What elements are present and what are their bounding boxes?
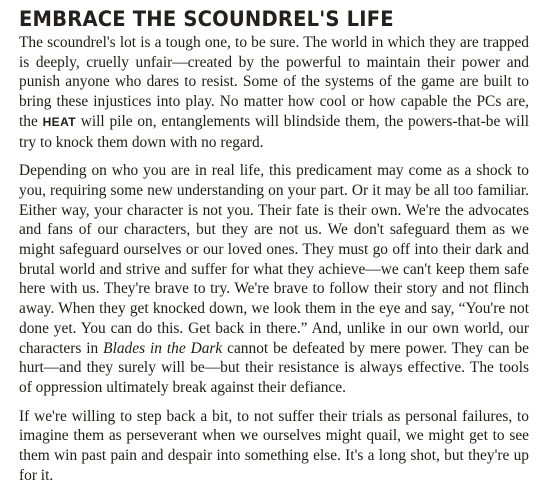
heat-term: HEAT [42,114,76,129]
paragraph-3: If we're willing to step back a bit, to not suffer their trials as personal failures, to imagine them as perseverant when we ourselves might quail, we might get to see them win past pain and despair into something else. It's a long shot, but they're up for it. [19,407,529,484]
paragraph-1 [19,33,529,152]
paragraph-2-text-start: Depending on who you are in real life, this predicament may come as a shock to you, requiring some new understanding on your part. Or it may be all too familiar. Either way, your character is not you. Their fate is their own. We're the advocates and fans of our characters, but they are not us. We don't safeguard them as we might safeguard ourselves or our loved ones. They must go off into their dark and brutal world and strive and suffer for what they achieve—we can't keep them safe here with us. They're brave to try. We're brave to follow their story and not flinch away. When they get knocked down, we look them in the eye and say, “You're not done yet. You can do this. Get back in there.” And, unlike in our own world, our characters in [19,162,529,357]
paragraph-2 [19,161,529,397]
section-heading: EMBRACE THE SCOUNDREL'S LIFE [19,7,394,31]
page [19,6,529,494]
paragraph-1-text-end: will pile on, entanglements will blindside them, the powers-that-be will try to knock them down with no regard. [19,112,529,151]
paragraph-1-text-start: The scoundrel's lot is a tough one, to be sure. The world in which they are trapped is deeply, cruelly unfair—created by the powerful to maintain their power and punish anyone who dares to resist. Some of the systems of the game are built to bring these injustices into play. No matter how cool or how capable the PCs are, the [19,34,529,130]
game-title: Blades in the Dark [103,339,223,357]
paragraph-2-text-end: cannot be defeated by mere power. They can be hurt—and they surely will be—but their resistance is always effective. The tools of oppression ultimately break against their defiance. [19,339,529,396]
